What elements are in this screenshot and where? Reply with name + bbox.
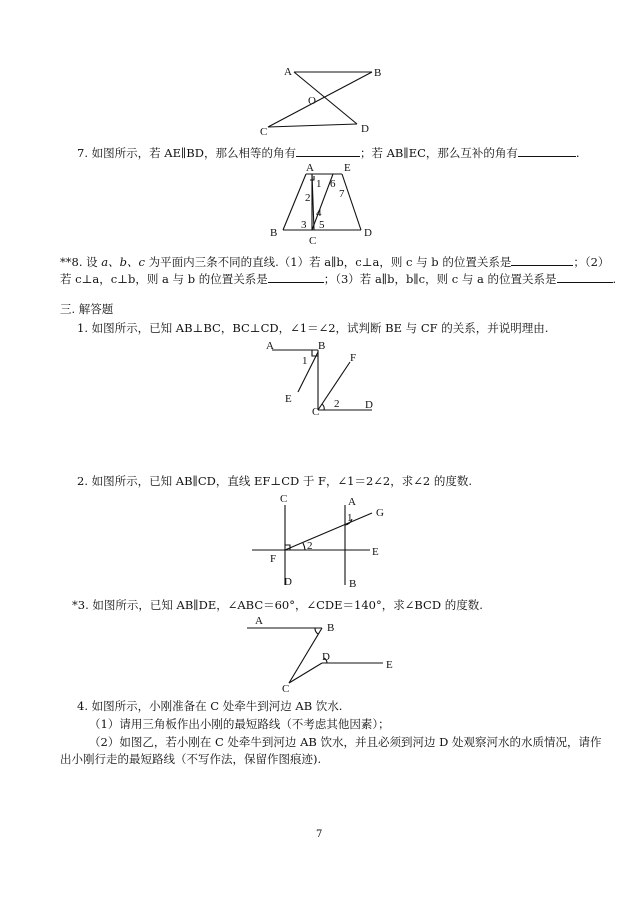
question-7: 7. 如图所示，若 AE∥BD，那么相等的角有 ；若 AB∥EC，那么互补的角有 . xyxy=(77,146,580,160)
label-B: B xyxy=(270,227,278,239)
label-F: F xyxy=(270,553,277,565)
angle-1: 1 xyxy=(302,355,308,367)
problem-4-part-2-cont: 出小刚行走的最短路线（不写作法，保留作图痕迹). xyxy=(60,752,322,766)
label-E: E xyxy=(372,546,379,558)
answer-blank[interactable] xyxy=(268,271,324,283)
angle-4: 4 xyxy=(316,207,322,219)
label-A: A xyxy=(255,615,263,627)
angle-2: 2 xyxy=(307,540,313,552)
angle-2: 2 xyxy=(334,398,340,410)
label-D: D xyxy=(364,227,372,239)
label-F: F xyxy=(350,352,357,364)
problem-2: 2. 如图所示，已知 AB∥CD，直线 EF⊥CD 于 F，∠1＝2∠2，求∠2 的度数. xyxy=(77,474,473,488)
angle-5: 5 xyxy=(319,219,325,231)
label-D: D xyxy=(361,123,369,135)
label-A: A xyxy=(284,66,292,78)
section-title: 三. 解答题 xyxy=(60,302,114,316)
label-A: A xyxy=(266,340,274,352)
answer-blank[interactable] xyxy=(296,145,360,157)
label-A: A xyxy=(306,162,314,174)
label-C: C xyxy=(280,493,288,505)
angle-7: 7 xyxy=(339,188,345,200)
answer-blank[interactable] xyxy=(518,145,576,157)
angle-2: 2 xyxy=(305,192,311,204)
problem-4: 4. 如图所示，小刚准备在 C 处牵牛到河边 AB 饮水. xyxy=(77,699,343,713)
answer-blank[interactable] xyxy=(557,271,613,283)
problem-3: *3. 如图所示，已知 AB∥DE，∠ABC＝60°，∠CDE＝140°，求∠BCD 的度数. xyxy=(72,598,483,612)
label-B: B xyxy=(327,622,335,634)
angle-1: 1 xyxy=(316,178,322,190)
angle-3: 3 xyxy=(301,219,307,231)
figure-p1 xyxy=(266,340,373,418)
label-O: O xyxy=(308,95,316,107)
question-8-line1: **8. 设 a、b、c 为平面内三条不同的直线.（1）若 a∥b，c⊥a，则 c 与 b 的位置关系是 ；（2） xyxy=(60,255,610,269)
label-E: E xyxy=(285,393,292,405)
figure-p2 xyxy=(252,493,384,590)
label-C: C xyxy=(260,126,268,138)
label-B: B xyxy=(349,578,357,590)
label-E: E xyxy=(344,162,351,174)
label-E: E xyxy=(386,659,393,671)
label-A: A xyxy=(348,496,356,508)
label-D: D xyxy=(322,651,330,663)
problem-1: 1. 如图所示，已知 AB⊥BC，BC⊥CD，∠1＝∠2，试判断 BE 与 CF 的关系，并说明理由. xyxy=(77,321,549,335)
label-B: B xyxy=(374,67,382,79)
label-C: C xyxy=(282,683,290,695)
label-D: D xyxy=(284,576,292,588)
label-G: G xyxy=(376,507,384,519)
figure-top-crossing xyxy=(260,66,381,138)
problem-4-part-2: （2）如图乙，若小刚在 C 处牵牛到河边 AB 饮水，并且必须到河边 D 处观察河水的水质情况，请作 xyxy=(89,735,602,749)
figure-q7-trapezoid xyxy=(270,162,372,247)
problem-4-part-1: （1）请用三角板作出小刚的最短路线（不考虑其他因素）； xyxy=(89,717,390,731)
angle-6: 6 xyxy=(330,178,336,190)
label-C: C xyxy=(312,406,320,418)
label-B: B xyxy=(318,340,326,352)
angle-1: 1 xyxy=(347,512,353,524)
question-8-line2: 若 c⊥a，c⊥b，则 a 与 b 的位置关系是 ；（3）若 a∥b，b∥c，则 c 与 a 的位置关系是 . xyxy=(60,272,617,286)
figure-p3 xyxy=(247,615,393,695)
label-C: C xyxy=(309,235,317,247)
label-D: D xyxy=(365,399,373,411)
answer-blank[interactable] xyxy=(511,254,573,266)
page-number: 7 xyxy=(316,829,323,840)
